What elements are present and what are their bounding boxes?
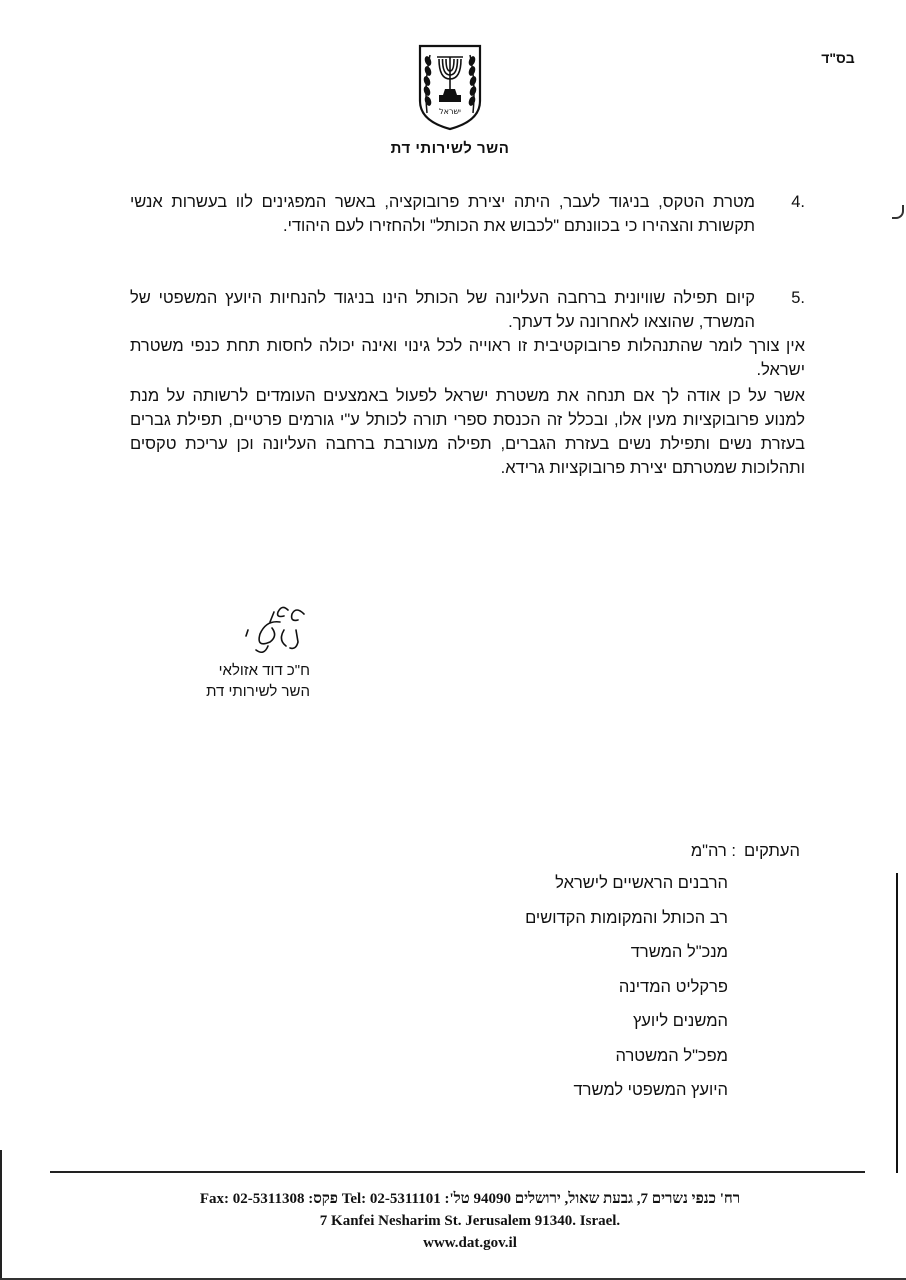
copies-section xyxy=(440,836,800,1108)
footer-website-link[interactable]: www.dat.gov.il xyxy=(423,1235,517,1251)
letterhead-footer xyxy=(90,1188,850,1254)
recipients-list xyxy=(440,866,800,1108)
handwritten-signature-icon xyxy=(226,600,316,660)
paragraph-number: 4. xyxy=(791,193,805,211)
paragraph-text: קיום תפילה שוויונית ברחבה העליונה של הכותל הינו בניגוד להנחיות היועץ המשפטי של המשרד, שהוצאו לאחרונה על דעתך. xyxy=(130,289,755,331)
footer-contact-line: רח' כנפי נשרים 7, גבעת שאול, ירושלים 94090 טל': 02-5311101 :Tel פקס: 02-5311308 :Fax xyxy=(199,1191,741,1207)
footer-address-english: 7 Kanfei Nesharim St. Jerusalem 91340. Israel. xyxy=(319,1213,621,1229)
copies-label: העתקים xyxy=(743,842,800,860)
paragraph-condemnation: אין צורך לומר שהתנהלות פרובוקטיבית זו ראוייה לכל גינוי ואינה יכולה לחסות תחת כנפי משטרת ישראל. xyxy=(130,337,805,379)
paragraph-request: אשר על כן אודה לך אם תנחה את משטרת ישראל לפעול באמצעים העומדים לרשותה על מנת למנוע פרובוקציות מעין אלו, ובכלל זה הכנסת ספרי תורה לכותל ע"י גורמים פרטיים, תפילת גברים בעזרת נשים ותפילת נשים בעזרת הגברים, תפילה מעורבת ברחבה העליונה וכן עריכת טקסים ותהלוכות שמטרתם יצירת פרובוקציות גרידא. xyxy=(130,387,805,477)
paragraph-number: 5. xyxy=(791,289,805,307)
recipient-item: רב הכותל והמקומות הקדושים xyxy=(525,908,728,927)
footer-divider xyxy=(50,1171,865,1173)
paragraph-text: מטרת הטקס, בניגוד לעבר, היתה יצירת פרובוקציה, באשר המפגינים לוו בעשרות אנשי תקשורת והצהירו כי בכוונתם "לכבוש את הכותל" ולהחזירו לעם היהודי. xyxy=(130,193,755,235)
bsd-corner-mark: בס"ד xyxy=(821,50,855,66)
ministry-title: השר לשירותי דת xyxy=(390,140,510,157)
recipient-item: הרבנים הראשיים לישראל xyxy=(555,874,728,892)
recipient-item: פרקליט המדינה xyxy=(618,977,728,996)
copies-salutation: רה"מ xyxy=(690,842,727,860)
margin-vertical-rule xyxy=(896,873,898,1173)
signature-block xyxy=(190,600,310,702)
scan-left-edge xyxy=(0,1150,2,1280)
paragraph-4 xyxy=(130,190,805,238)
copies-separator: : xyxy=(731,842,736,860)
paragraph-5 xyxy=(130,286,805,334)
recipient-item: המשנים ליועץ xyxy=(632,1012,728,1030)
recipient-item: מנכ"ל המשרד xyxy=(630,943,728,961)
signatory-name: ח"כ דוד אזולאי xyxy=(218,662,310,679)
emblem-inscription: ישראל xyxy=(439,107,461,116)
signatory-title: השר לשירותי דת xyxy=(206,683,310,700)
recipient-item: מפכ"ל המשטרה xyxy=(615,1046,728,1065)
copies-header xyxy=(440,836,800,866)
recipient-item: היועץ המשפטי למשרד xyxy=(573,1081,728,1099)
stray-pen-mark xyxy=(892,205,904,219)
state-of-israel-emblem-icon xyxy=(417,43,483,131)
